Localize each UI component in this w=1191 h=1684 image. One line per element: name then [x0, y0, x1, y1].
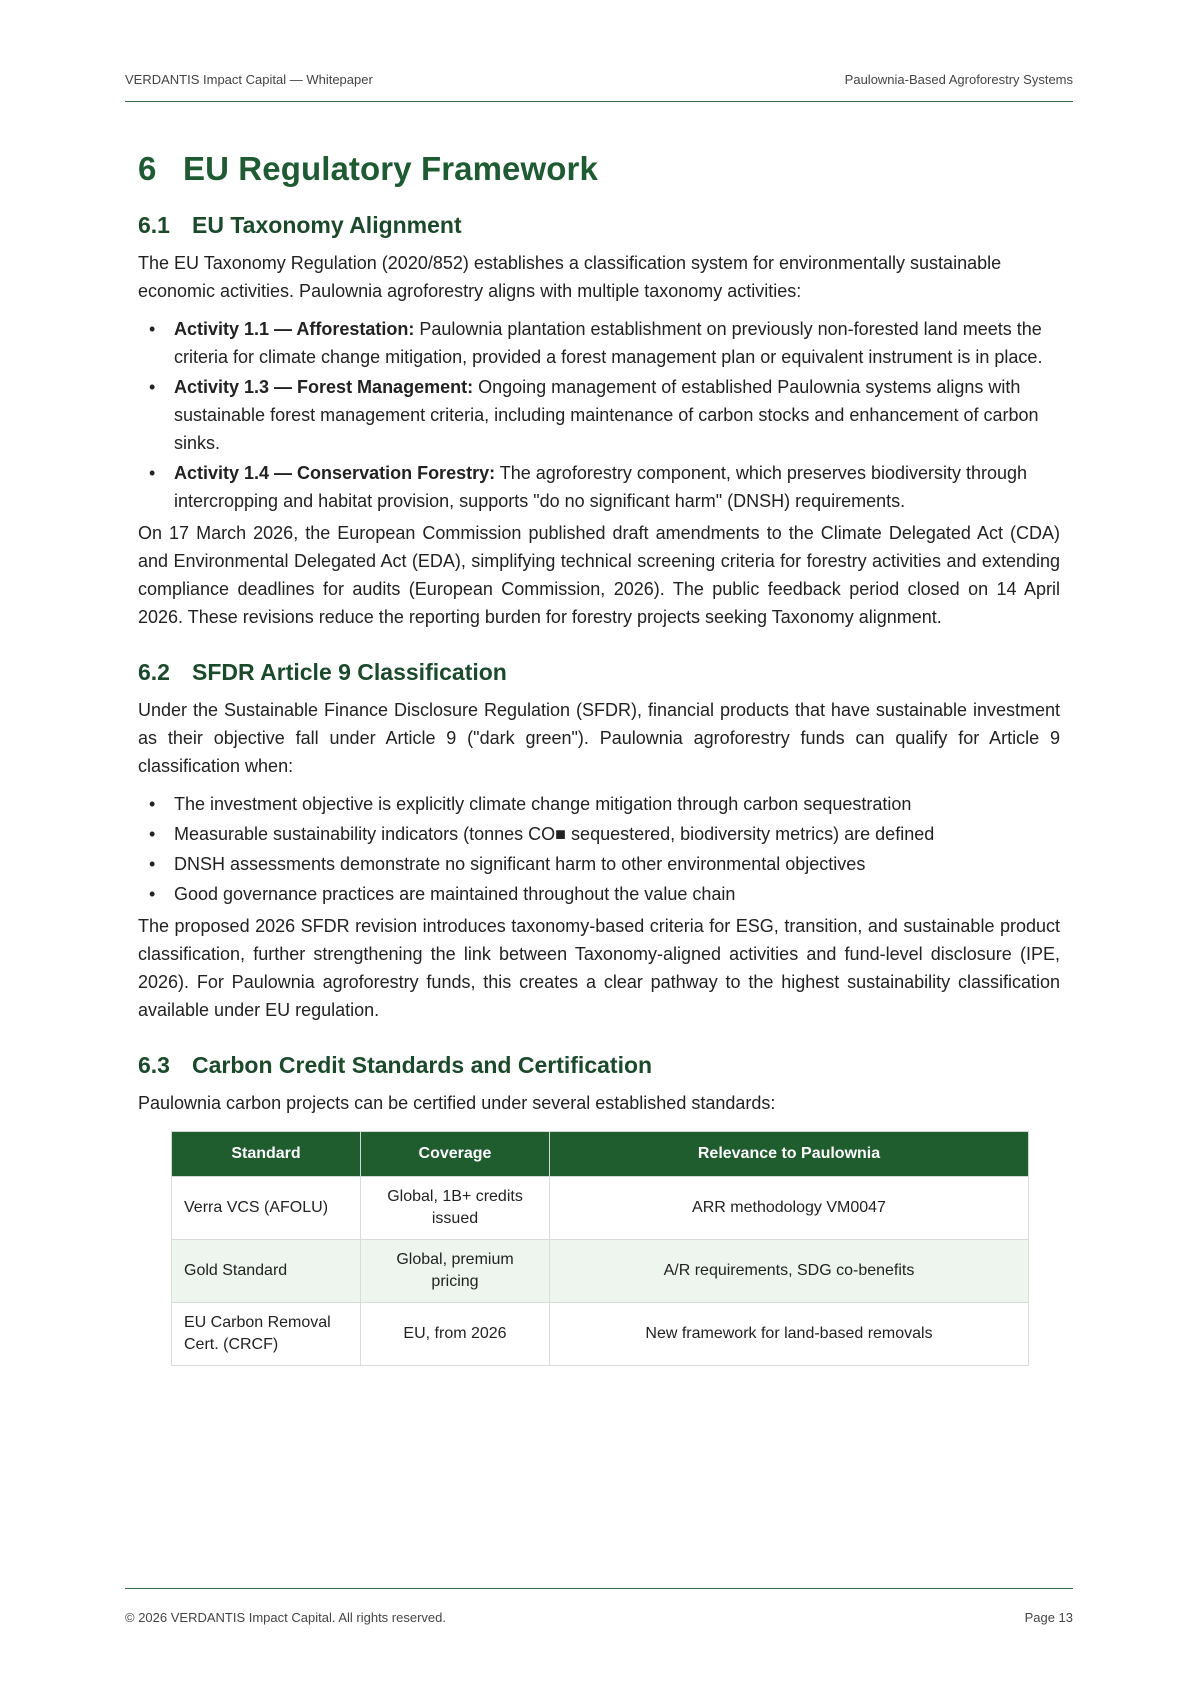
item-label: Activity 1.1 — Afforestation:: [174, 319, 415, 339]
cell-relevance: ARR methodology VM0047: [550, 1177, 1029, 1240]
item-text: The investment objective is explicitly climate change mitigation through carbon sequestration: [174, 794, 912, 814]
page-content: [138, 150, 1060, 1366]
item-label: Activity 1.3 — Forest Management:: [174, 377, 474, 397]
taxonomy-outro: On 17 March 2026, the European Commission published draft amendments to the Climate Delegated Act (CDA) and Environmental Delegated Act (EDA), simplifying technical screening criteria for forestry activities and extending compliance deadlines for audits (European Commission, 2026). The public feedback period closed on 14 April 2026. These revisions reduce the reporting burden for forestry projects seeking Taxonomy alignment.: [138, 523, 1060, 627]
page-header: [125, 72, 1073, 87]
list-item: [138, 459, 1060, 515]
item-text: The agroforestry component, which preserves biodiversity through intercropping and habitat provision, supports "do no significant harm" (DNSH) requirements.: [174, 463, 1028, 511]
list-item: [138, 315, 1060, 371]
list-item: [138, 820, 1060, 848]
cell-relevance: New framework for land-based removals: [550, 1303, 1029, 1366]
list-item: [138, 880, 1060, 908]
subsection-title: EU Taxonomy Alignment: [192, 212, 462, 238]
item-text: Measurable sustainability indicators (tonnes CO■ sequestered, biodiversity metrics) are defined: [174, 824, 935, 844]
list-item: [138, 850, 1060, 878]
subsection-number: 6.3: [138, 1052, 170, 1078]
standards-intro: Paulownia carbon projects can be certified under several established standards:: [138, 1093, 776, 1113]
section-title: EU Regulatory Framework: [183, 150, 598, 187]
column-header-standard: Standard: [172, 1132, 361, 1177]
section-heading: [138, 150, 1060, 188]
cell-standard: Verra VCS (AFOLU): [172, 1177, 361, 1240]
taxonomy-intro: The EU Taxonomy Regulation (2020/852) establishes a classification system for environmentally sustainable economic activities. Paulownia agroforestry aligns with multiple taxonomy activities:: [138, 253, 1002, 301]
subsection-heading-6-2: [138, 659, 1060, 686]
header-doc-title: VERDANTIS Impact Capital — Whitepaper: [125, 72, 373, 87]
item-text: Ongoing management of established Paulownia systems aligns with sustainable forest management criteria, including maintenance of carbon stocks and enhancement of carbon sinks.: [174, 377, 1039, 453]
bullet-icon: •: [149, 824, 156, 844]
page-number: Page 13: [1024, 1610, 1073, 1625]
cell-standard: EU Carbon Removal Cert. (CRCF): [172, 1303, 361, 1366]
subsection-title: Carbon Credit Standards and Certification: [192, 1052, 653, 1078]
item-text: DNSH assessments demonstrate no significant harm to other environmental objectives: [174, 854, 866, 874]
bullet-icon: •: [149, 377, 156, 397]
table-row: [172, 1177, 1029, 1240]
table-header-row: [172, 1132, 1029, 1177]
list-item: [138, 373, 1060, 457]
item-text: Good governance practices are maintained throughout the value chain: [174, 884, 736, 904]
carbon-standards-table: [171, 1131, 1029, 1366]
sfdr-criteria-list: [138, 790, 1060, 908]
subsection-number: 6.2: [138, 659, 170, 685]
sfdr-outro: The proposed 2026 SFDR revision introduces taxonomy-based criteria for ESG, transition, and sustainable product classification, further strengthening the link between Taxonomy-aligned activities and fund-level disclosure (IPE, 2026). For Paulownia agroforestry funds, this creates a clear pathway to the highest sustainability classification available under EU regulation.: [138, 916, 1060, 1020]
cell-standard: Gold Standard: [172, 1240, 361, 1303]
cell-relevance: A/R requirements, SDG co-benefits: [550, 1240, 1029, 1303]
cell-coverage: Global, 1B+ credits issued: [361, 1177, 550, 1240]
cell-coverage: EU, from 2026: [361, 1303, 550, 1366]
table-row: [172, 1240, 1029, 1303]
subsection-title: SFDR Article 9 Classification: [192, 659, 507, 685]
subsection-heading-6-1: [138, 212, 1060, 239]
footer-copyright: © 2026 VERDANTIS Impact Capital. All rights reserved.: [125, 1610, 446, 1625]
footer-divider: [125, 1588, 1073, 1589]
bullet-icon: •: [149, 854, 156, 874]
sfdr-intro: Under the Sustainable Finance Disclosure Regulation (SFDR), financial products that have sustainable investment as their objective fall under Article 9 ("dark green"). Paulownia agroforestry funds can qualify for Article 9 classification when:: [138, 700, 1060, 776]
page-footer: [125, 1610, 1073, 1625]
column-header-relevance: Relevance to Paulownia: [550, 1132, 1029, 1177]
section-number: 6: [138, 150, 157, 187]
bullet-icon: •: [149, 463, 156, 483]
list-item: [138, 790, 1060, 818]
header-section-title: Paulownia-Based Agroforestry Systems: [844, 72, 1073, 87]
subsection-heading-6-3: [138, 1052, 1060, 1079]
column-header-coverage: Coverage: [361, 1132, 550, 1177]
bullet-icon: •: [149, 319, 156, 339]
subsection-number: 6.1: [138, 212, 170, 238]
item-text: Paulownia plantation establishment on previously non-forested land meets the criteria for climate change mitigation, provided a forest management plan or equivalent instrument is in place.: [174, 319, 1043, 367]
table-row: [172, 1303, 1029, 1366]
cell-coverage: Global, premium pricing: [361, 1240, 550, 1303]
bullet-icon: •: [149, 884, 156, 904]
header-divider: [125, 101, 1073, 102]
bullet-icon: •: [149, 794, 156, 814]
taxonomy-activity-list: [138, 315, 1060, 515]
item-label: Activity 1.4 — Conservation Forestry:: [174, 463, 496, 483]
